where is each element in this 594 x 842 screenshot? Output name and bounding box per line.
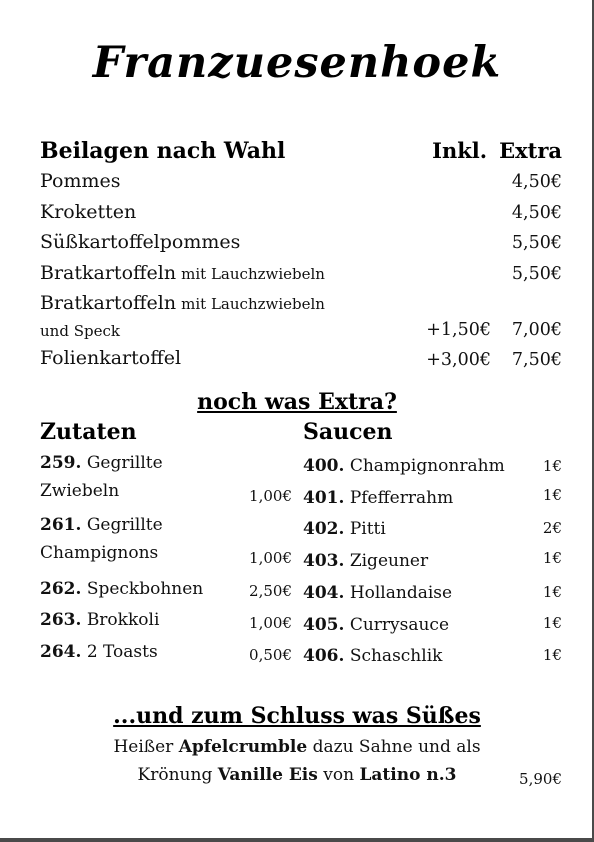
sauce-name: Hollandaise (349, 583, 453, 603)
ingredient-price: 2,50€ (249, 582, 292, 600)
side-name: Pommes (40, 170, 121, 192)
ingredient-name: Speckbohnen (86, 579, 204, 599)
sauce-price: 1€ (542, 583, 562, 601)
ingredient-name-line2: Champignons (40, 543, 159, 563)
side-name: Bratkartoffeln (40, 262, 177, 284)
ingredient-name: Gegrillte (86, 453, 163, 473)
sauce-number: 400. (303, 456, 345, 476)
side-item (40, 262, 325, 284)
sauce-price: 1€ (542, 614, 562, 632)
ingredient-price: 1,00€ (249, 549, 292, 567)
side-subtitle-line2: und Speck (40, 322, 120, 340)
ingredient-number: 259. (40, 453, 82, 473)
ingredient-item (40, 579, 203, 599)
restaurant-title: Franzuesenhoek (92, 38, 502, 88)
column-inkl: Inkl. (432, 138, 488, 163)
dessert-price: 5,90€ (519, 770, 562, 788)
sauce-name: Pfefferrahm (349, 488, 454, 508)
side-name: Kroketten (40, 201, 137, 223)
column-extra: Extra (499, 138, 562, 163)
sauce-item (303, 488, 453, 508)
dessert-item: Apfelcrumble (178, 737, 308, 757)
ingredient-number: 262. (40, 579, 82, 599)
dessert-text: Heißer (113, 737, 179, 757)
side-name: Süßkartoffelpommes (40, 231, 241, 253)
ingredient-item (40, 642, 158, 662)
sauce-price: 1€ (542, 486, 562, 504)
side-subtitle: mit Lauchzwiebeln (181, 295, 325, 313)
sauce-price: 1€ (542, 646, 562, 664)
ingredient-item (40, 453, 163, 473)
sauces-heading: Saucen (303, 419, 393, 445)
sauce-item (303, 519, 386, 539)
ingredient-name: Brokkoli (86, 610, 160, 630)
sauce-number: 402. (303, 519, 345, 539)
ingredient-name: 2 Toasts (86, 642, 158, 662)
sauce-price: 2€ (542, 519, 562, 537)
ingredient-price: 1,00€ (249, 614, 292, 632)
sauce-item (303, 583, 452, 603)
dessert-heading: ...und zum Schluss was Süßes (113, 703, 481, 729)
side-extra-price: 7,50€ (511, 350, 562, 370)
sauce-name: Zigeuner (349, 551, 429, 571)
sauce-name: Pitti (349, 519, 386, 539)
ingredient-name-line2: Zwiebeln (40, 481, 120, 501)
side-extra-price: 4,50€ (511, 203, 562, 223)
extras-heading: noch was Extra? (197, 389, 397, 415)
ingredient-price: 1,00€ (249, 487, 292, 505)
dessert-text: dazu Sahne und als (307, 737, 481, 757)
side-incl-price: +3,00€ (426, 350, 491, 370)
side-extra-price: 4,50€ (511, 172, 562, 192)
side-item (40, 292, 325, 314)
sauce-item (303, 456, 505, 476)
sauce-number: 403. (303, 551, 345, 571)
page-edge-bottom (0, 838, 594, 842)
dessert-brand: Latino n.3 (359, 765, 457, 785)
side-extra-price: 7,00€ (511, 320, 562, 340)
sauce-number: 401. (303, 488, 345, 508)
sides-heading: Beilagen nach Wahl (40, 138, 286, 164)
sauce-item (303, 615, 449, 635)
sauce-name: Currysauce (349, 615, 450, 635)
ingredients-heading: Zutaten (40, 419, 137, 445)
side-extra-price: 5,50€ (511, 264, 562, 284)
sauce-name: Champignonrahm (349, 456, 505, 476)
sauce-item (303, 646, 442, 666)
sides-column-headers (432, 138, 562, 163)
dessert-line-1 (0, 737, 594, 757)
sauce-number: 405. (303, 615, 345, 635)
side-incl-price: +1,50€ (426, 320, 491, 340)
sauce-item (303, 551, 428, 571)
dessert-text: von (317, 765, 360, 785)
sauce-name: Schaschlik (349, 646, 443, 666)
dessert-item: Vanille Eis (217, 765, 318, 785)
sauce-number: 406. (303, 646, 345, 666)
sauce-price: 1€ (542, 457, 562, 475)
ingredient-number: 263. (40, 610, 82, 630)
ingredient-name: Gegrillte (86, 515, 163, 535)
ingredient-number: 264. (40, 642, 82, 662)
ingredient-item (40, 610, 159, 630)
side-name: Bratkartoffeln (40, 292, 177, 314)
ingredient-item (40, 515, 163, 535)
dessert-line-2 (0, 765, 594, 785)
sauce-number: 404. (303, 583, 345, 603)
side-name: Folienkartoffel (40, 347, 182, 369)
sauce-price: 1€ (542, 549, 562, 567)
ingredient-number: 261. (40, 515, 82, 535)
side-extra-price: 5,50€ (511, 233, 562, 253)
dessert-text: Krönung (137, 765, 218, 785)
ingredient-price: 0,50€ (249, 646, 292, 664)
side-subtitle: mit Lauchzwiebeln (181, 265, 325, 283)
